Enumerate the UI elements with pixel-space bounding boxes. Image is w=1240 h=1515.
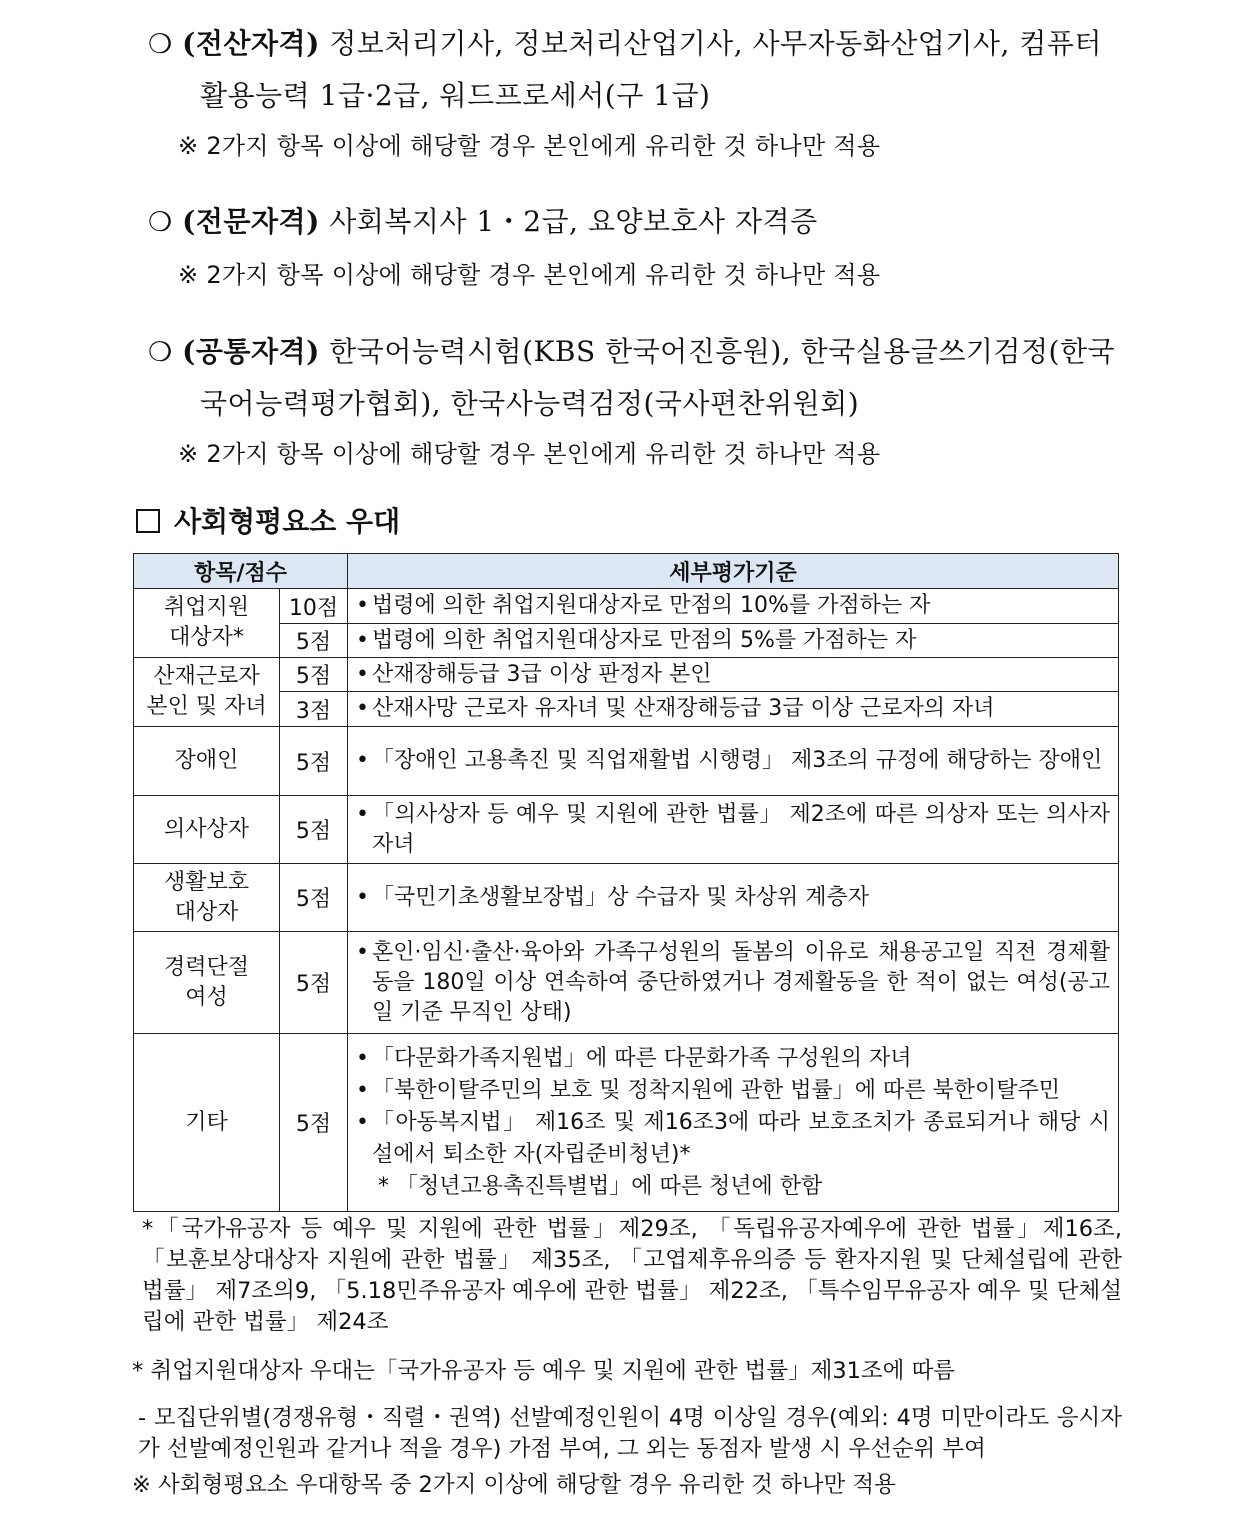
circle-bullet-icon: ❍ <box>148 29 173 60</box>
item-cell: 의사상자 <box>134 796 280 864</box>
bullet-icon: • <box>356 1045 369 1071</box>
table-row <box>134 589 1119 624</box>
bullet-icon: • <box>356 593 369 618</box>
score-cell: 5점 <box>280 864 348 932</box>
score-cell: 3점 <box>280 692 348 727</box>
item-label: 생활보호 대상자 <box>163 869 249 925</box>
item-cell <box>134 658 280 727</box>
criteria-cell <box>348 589 1119 624</box>
table-row <box>134 624 1119 658</box>
circle-bullet-icon: ❍ <box>148 337 173 368</box>
criteria-text: 「다문화가족지원법」에 따른 다문화가족 구성원의 자녀 <box>372 1045 912 1071</box>
bullet-icon: • <box>356 696 369 721</box>
item-label: 경력단절 여성 <box>163 954 249 1010</box>
section-category: (전산자격) <box>182 27 320 60</box>
section-note: ※ 2가지 항목 이상에 해당할 경우 본인에게 유리한 것 하나만 적용 <box>178 132 881 160</box>
criteria-text: 「국민기초생활보장법」상 수급자 및 차상위 계층자 <box>372 884 870 910</box>
score-cell: 5점 <box>280 727 348 796</box>
bullet-icon: • <box>356 801 369 827</box>
section-heading <box>136 500 400 540</box>
score-cell: 5점 <box>280 624 348 658</box>
section-line <box>148 200 818 240</box>
item-cell: 기타 <box>134 1034 280 1212</box>
score-cell: 5점 <box>280 932 348 1034</box>
score-cell: 5점 <box>280 796 348 864</box>
section-note: ※ 2가지 항목 이상에 해당할 경우 본인에게 유리한 것 하나만 적용 <box>178 440 881 468</box>
criteria-text: 「북한이탈주민의 보호 및 정착지원에 관한 법률」에 따른 북한이탈주민 <box>372 1077 1061 1103</box>
score-cell: 5점 <box>280 1034 348 1212</box>
footnote-law-list: *「국가유공자 등 예우 및 지원에 관한 법률」제29조, 「독립유공자예우에 관한 법률」제16조, 「보훈보상대상자 지원에 관한 법률」 제35조, 「고엽제후유의증 등 환자지원 및 단체설립에 관한 법률」 제7조의9, 「5.18민주유공자 예우에 관한 법률」 제22조, 「특수임무유공자 예우 및 단체설립에 관한 법률」 제24조 <box>142 1216 1122 1335</box>
table-row <box>134 692 1119 727</box>
table-row <box>134 658 1119 692</box>
item-cell <box>134 864 280 932</box>
header-item-score: 항목/점수 <box>134 554 348 589</box>
section-line <box>148 330 1115 370</box>
criteria-cell <box>348 1034 1119 1212</box>
section-category: (공통자격) <box>182 335 320 368</box>
item-cell: 장애인 <box>134 727 280 796</box>
criteria-text: 「장애인 고용촉진 및 직업재활법 시행령」 제3조의 규정에 해당하는 장애인 <box>372 748 1103 773</box>
item-label: 산재근로자 본인 및 자녀 <box>146 664 267 719</box>
table-row <box>134 932 1119 1034</box>
score-cell: 10점 <box>280 589 348 624</box>
criteria-cell <box>348 727 1119 796</box>
criteria-text: 「의사상자 등 예우 및 지원에 관한 법률」 제2조에 따른 의상자 또는 의사자 자녀 <box>372 801 1110 857</box>
item-label: 취업지원 대상자* <box>163 595 249 650</box>
section-text: 정보처리기사, 정보처리산업기사, 사무자동화산업기사, 컴퓨터 <box>329 27 1102 60</box>
criteria-cell <box>348 932 1119 1034</box>
table-row <box>134 727 1119 796</box>
section-text: 국어능력평가협회), 한국사능력검정(국사편찬위원회) <box>200 387 860 420</box>
table-header-row <box>134 554 1119 589</box>
bullet-icon: • <box>356 661 369 687</box>
bullet-icon: • <box>356 627 369 653</box>
section-note: ※ 2가지 항목 이상에 해당할 경우 본인에게 유리한 것 하나만 적용 <box>178 261 881 289</box>
footnote-apply-one: ※ 사회형평요소 우대항목 중 2가지 이상에 해당할 경우 유리한 것 하나만 적용 <box>132 1472 896 1498</box>
score-cell: 5점 <box>280 658 348 692</box>
footnote-priority: * 취업지원대상자 우대는「국가유공자 등 예우 및 지원에 관한 법률」제31조에 따름 <box>132 1358 956 1384</box>
item-cell <box>134 589 280 658</box>
criteria-cell <box>348 624 1119 658</box>
bullet-icon: • <box>356 1077 369 1103</box>
section-line <box>148 22 1102 62</box>
bullet-icon: • <box>356 1109 369 1135</box>
criteria-table <box>133 553 1119 1212</box>
criteria-text: 「아동복지법」 제16조 및 제16조3에 따라 보호조치가 종료되거나 해당 시설에서 퇴소한 자(자립준비청년)* <box>372 1109 1110 1167</box>
section-category: (전문자격) <box>182 205 320 238</box>
criteria-cell <box>348 692 1119 727</box>
criteria-text: 산재장해등급 3급 이상 판정자 본인 <box>372 661 712 687</box>
circle-bullet-icon: ❍ <box>148 207 173 238</box>
header-criteria: 세부평가기준 <box>348 554 1119 589</box>
criteria-subnote: * 「청년고용촉진특별법」에 따른 청년에 한함 <box>378 1173 823 1199</box>
bullet-icon: • <box>356 748 369 773</box>
section-text: 한국어능력시험(KBS 한국어진흥원), 한국실용글쓰기검정(한국 <box>329 335 1116 368</box>
criteria-text: 산재사망 근로자 유자녀 및 산재장해등급 3급 이상 근로자의 자녀 <box>372 696 995 721</box>
criteria-text: 혼인·임신·출산·육아와 가족구성원의 돌봄의 이유로 채용공고일 직전 경제활동을 180일 이상 연속하여 중단하였거나 경제활동을 한 적이 없는 여성(공고일 기준 무직인 상태) <box>372 939 1110 1025</box>
section-text: 사회복지사 1・2급, 요양보호사 자격증 <box>329 205 818 238</box>
section-text: 활용능력 1급·2급, 워드프로세서(구 1급) <box>200 79 711 112</box>
criteria-cell <box>348 796 1119 864</box>
bullet-icon: • <box>356 884 369 910</box>
criteria-cell <box>348 658 1119 692</box>
footnote-bonus-rule: - 모집단위별(경쟁유형・직렬・권역) 선발예정인원이 4명 이상일 경우(예외: 4명 미만이라도 응시자가 선발예정인원과 같거나 적을 경우) 가점 부여, 그 외는 동점자 발생 시 우선순위 부여 <box>138 1405 1122 1462</box>
criteria-text: 법령에 의한 취업지원대상자로 만점의 5%를 가점하는 자 <box>372 627 917 653</box>
table-row <box>134 796 1119 864</box>
item-cell <box>134 932 280 1034</box>
table-row <box>134 864 1119 932</box>
heading-text: 사회형평요소 우대 <box>174 505 401 538</box>
square-bullet-icon <box>136 509 160 533</box>
criteria-cell <box>348 864 1119 932</box>
bullet-icon: • <box>356 939 369 965</box>
criteria-text: 법령에 의한 취업지원대상자로 만점의 10%를 가점하는 자 <box>372 593 931 618</box>
table-row <box>134 1034 1119 1212</box>
